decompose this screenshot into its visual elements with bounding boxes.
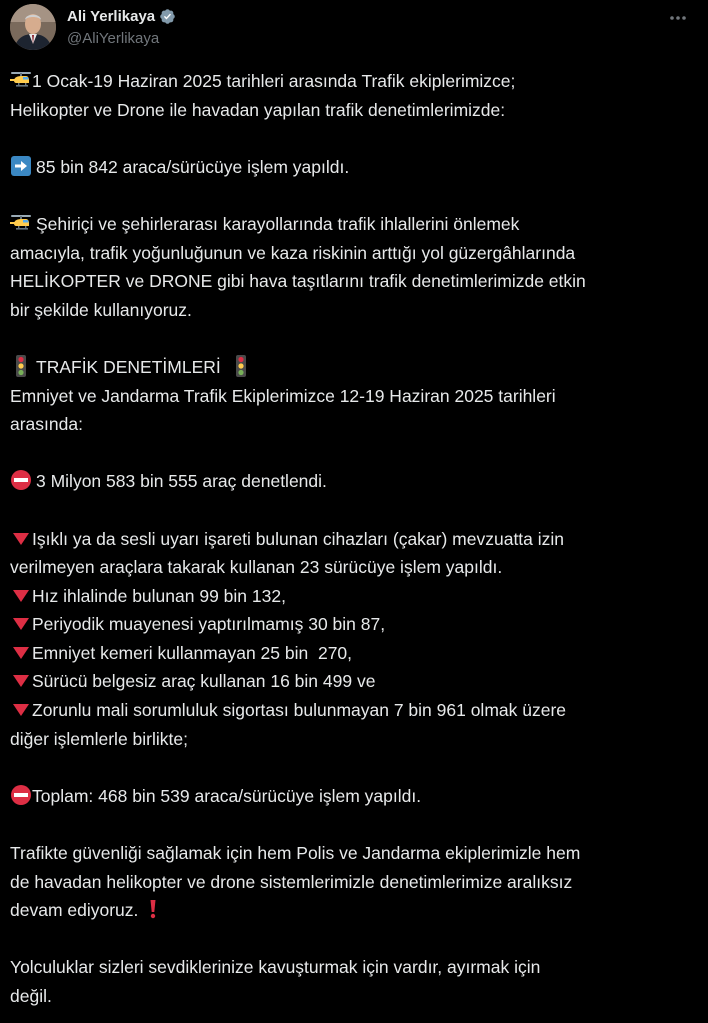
- red-down-triangle-icon: [10, 669, 32, 691]
- text-line: [10, 67, 700, 96]
- text-run: Şehiriçi ve şehirlerarası karayollarında trafik ihlallerini önlemek: [36, 213, 520, 234]
- text-run: Sürücü belgesiz araç kullanan 16 bin 499 ve: [32, 671, 376, 692]
- text-line: [10, 610, 700, 639]
- text-run: 85 bin 842 araca/sürücüye işlem yapıldı.: [36, 156, 350, 177]
- text-line: Yolculuklar sizleri sevdiklerinize kavuşturmak için vardır, ayırmak için: [10, 957, 541, 978]
- text-line: [10, 525, 700, 554]
- red-down-triangle-icon: [10, 527, 32, 549]
- name-row: [67, 6, 176, 26]
- text-run: Emniyet kemeri kullanmayan 25 bin 270,: [32, 642, 353, 663]
- text-run: Periyodik muayenesi yaptırılmamış 30 bin 87,: [32, 614, 386, 635]
- tweet-header: [0, 0, 708, 60]
- text-line: [10, 696, 700, 725]
- text-line: [10, 210, 700, 239]
- text-line: arasında:: [10, 414, 83, 435]
- no-entry-icon: [10, 784, 32, 806]
- text-line: [10, 353, 700, 382]
- text-line: amacıyla, trafik yoğunluğunun ve kaza riskinin arttığı yol güzergâhlarında: [10, 242, 576, 263]
- verified-badge-icon: [159, 8, 176, 25]
- text-line: Emniyet ve Jandarma Trafik Ekiplerimizce 12-19 Haziran 2025 tarihleri: [10, 385, 556, 406]
- text-line: diğer işlemlerle birlikte;: [10, 728, 188, 749]
- helicopter-icon: [10, 212, 32, 234]
- traffic-light-icon: [230, 355, 252, 377]
- text-line: verilmeyen araçlara takarak kullanan 23 sürücüye işlem yapıldı.: [10, 557, 503, 578]
- text-line: de havadan helikopter ve drone sistemlerimizle denetimlerimize aralıksız: [10, 871, 573, 892]
- text-run: devam ediyoruz.: [10, 900, 139, 921]
- avatar[interactable]: [10, 4, 56, 50]
- display-name[interactable]: Ali Yerlikaya: [67, 7, 156, 25]
- red-down-triangle-icon: [10, 584, 32, 606]
- tweet-text: [10, 67, 700, 1011]
- text-line: Trafikte güvenliği sağlamak için hem Polis ve Jandarma ekiplerimizle hem: [10, 843, 581, 864]
- text-line: HELİKOPTER ve DRONE gibi hava taşıtlarını trafik denetimlerimizde etkin: [10, 271, 586, 292]
- text-line: Helikopter ve Drone ile havadan yapılan trafik denetimlerimizde:: [10, 99, 506, 120]
- text-line: [10, 782, 700, 811]
- more-options-icon[interactable]: [662, 6, 694, 30]
- text-line: değil.: [10, 986, 52, 1006]
- text-run: Zorunlu mali sorumluluk sigortası bulunmayan 7 bin 961 olmak üzere: [32, 700, 567, 721]
- red-down-triangle-icon: [10, 698, 32, 720]
- handle[interactable]: @AliYerlikaya: [67, 30, 160, 47]
- text-line: [10, 467, 700, 496]
- text-line: bir şekilde kullanıyoruz.: [10, 299, 192, 320]
- text-run: Hız ihlalinde bulunan 99 bin 132,: [32, 585, 286, 606]
- right-arrow-icon: [10, 155, 32, 177]
- red-down-triangle-icon: [10, 612, 32, 634]
- red-exclamation-icon: [142, 898, 164, 920]
- red-down-triangle-icon: [10, 641, 32, 663]
- text-line: [10, 639, 700, 668]
- text-run: Işıklı ya da sesli uyarı işareti bulunan cihazları (çakar) mevzuatta izin: [32, 528, 565, 549]
- helicopter-icon: [10, 69, 32, 91]
- text-run: 1 Ocak-19 Haziran 2025 tarihleri arasında Trafik ekiplerimizce;: [32, 71, 516, 91]
- text-run: TRAFİK DENETİMLERİ: [36, 356, 221, 377]
- text-run: 3 Milyon 583 bin 555 araç denetlendi.: [36, 471, 327, 492]
- text-line: [10, 896, 700, 925]
- text-line: [10, 667, 700, 696]
- traffic-light-icon: [10, 355, 32, 377]
- text-run: Toplam: 468 bin 539 araca/sürücüye işlem yapıldı.: [32, 785, 422, 806]
- text-line: [10, 582, 700, 611]
- text-line: [10, 153, 700, 182]
- no-entry-icon: [10, 469, 32, 491]
